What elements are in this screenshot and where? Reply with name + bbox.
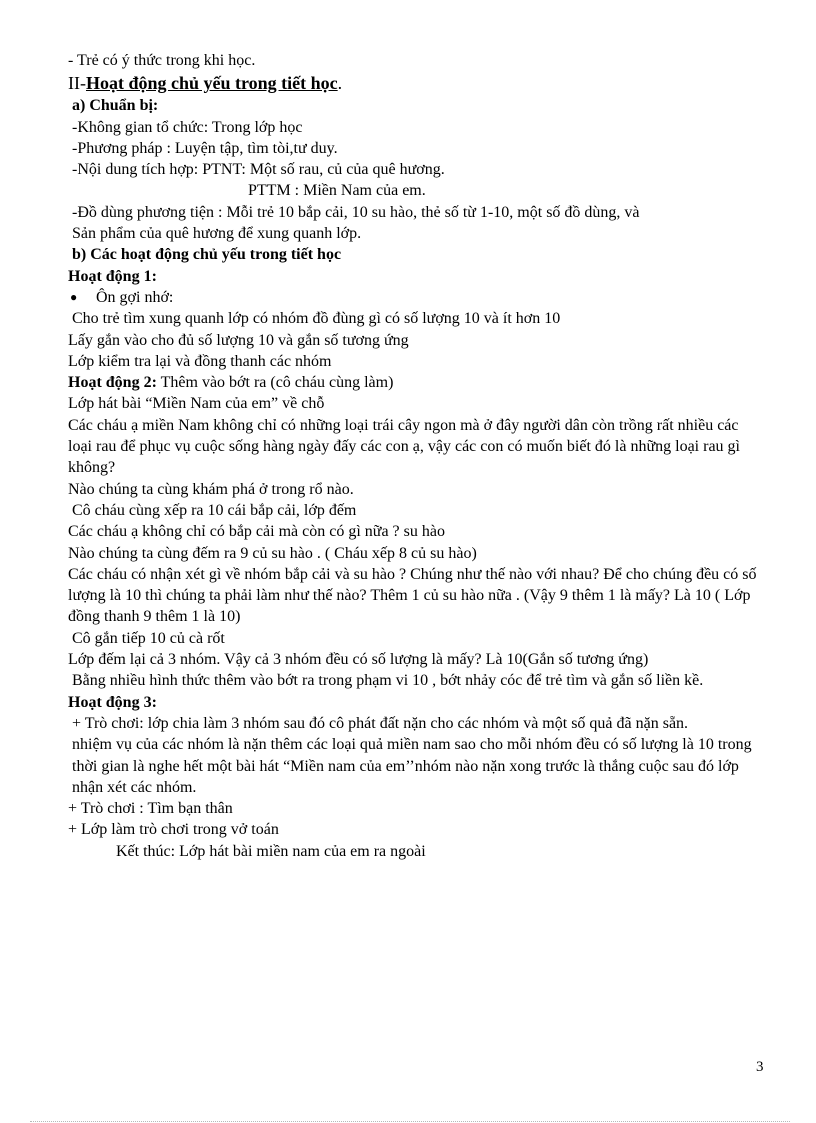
text-line: -Không gian tổ chức: Trong lớp học <box>72 118 303 136</box>
paragraph: Các cháu có nhận xét gì về nhóm bắp cải và su hào ? Chúng như thế nào với nhau? Để cho chúng đều có số lượng là 10 thì chúng ta phải làm như thế nào? Thêm 1 củ su hào nữa . (Vậy 9 thêm 1 là mấy? Là 10 ( Lớp đồng thanh 9 thêm 1 là 10) <box>68 565 757 626</box>
heading-prefix: II- <box>68 73 86 94</box>
text-line: PTTM : Miền Nam của em. <box>248 182 426 200</box>
section-heading <box>68 71 758 95</box>
text-line-conclusion: Kết thúc: Lớp hát bài miền nam của em ra ngoài <box>116 842 426 860</box>
text-line: Cho trẻ tìm xung quanh lớp có nhóm đồ đùng gì có số lượng 10 và ít hơn 10 <box>72 310 561 328</box>
document-body <box>68 50 758 862</box>
text-line: -Phương pháp : Luyện tập, tìm tòi,tư duy. <box>72 139 338 157</box>
bullet-dot-icon: ● <box>70 289 78 304</box>
paragraph: Bằng nhiều hình thức thêm vào bớt ra trong phạm vi 10 , bớt nhảy cóc để trẻ tìm và gắn số liền kề. <box>72 672 704 690</box>
text-line: Các cháu ạ không chỉ có bắp cải mà còn có gì nữa ? su hào <box>68 523 445 541</box>
text-line: Cô cháu cùng xếp ra 10 cái bắp cải, lớp đếm <box>72 501 357 519</box>
text-line: Lấy gắn vào cho đủ số lượng 10 và gắn số tương ứng <box>68 331 409 349</box>
text-line: Lớp hát bài “Miền Nam của em” về chỗ <box>68 395 325 413</box>
heading-title: Hoạt động chủ yếu trong tiết học <box>85 73 338 94</box>
text-line: Sản phẩm của quê hương để xung quanh lớp. <box>72 225 362 243</box>
subheading-activities: b) Các hoạt động chủ yếu trong tiết học <box>72 246 342 264</box>
text-line: Nào chúng ta cùng khám phá ở trong rổ nào. <box>68 480 354 498</box>
paragraph: + Trò chơi: lớp chia làm 3 nhóm sau đó cô phát đất nặn cho các nhóm và một số quả đã nặn sẵn. <box>72 714 689 732</box>
paragraph: Các cháu ạ miền Nam không chỉ có những loại trái cây ngon mà ở đây người dân còn trồng rất nhiều các loại rau để phục vụ cuộc sống hàng ngày đấy các con ạ, vậy các con có muốn biết đó là những loại rau gì không? <box>68 416 740 477</box>
activity-desc: Thêm vào bớt ra (cô cháu cùng làm) <box>156 374 394 392</box>
text-line: + Lớp làm trò chơi trong vở toán <box>68 821 279 839</box>
text-line: Lớp kiểm tra lại và đồng thanh các nhóm <box>68 352 332 370</box>
text-line: - Trẻ có ý thức trong khi học. <box>68 52 256 69</box>
heading-suffix: . <box>337 73 343 94</box>
paragraph: nhiệm vụ của các nhóm là nặn thêm các loại quả miền nam sao cho mỗi nhóm đều có số lượng là 10 trong thời gian là nghe hết một bài hát “Miền nam của em’’nhóm nào nặn xong trước là thắng cuộc sau đó lớp nhận xét các nhóm. <box>72 736 752 796</box>
bullet-text: Ôn gợi nhớ: <box>96 288 174 306</box>
subheading-preparation: a) Chuẩn bị: <box>72 97 159 115</box>
paragraph: Lớp đếm lại cả 3 nhóm. Vậy cả 3 nhóm đều có số lượng là mấy? Là 10(Gắn số tương ứng) <box>68 651 649 669</box>
activity-label: Hoạt động 2: <box>68 374 157 392</box>
activity-heading-1: Hoạt động 1: <box>68 267 157 285</box>
text-line: + Trò chơi : Tìm bạn thân <box>68 800 233 818</box>
text-line: -Nội dung tích hợp: PTNT: Một số rau, củ của quê hương. <box>72 161 445 179</box>
activity-heading-2 <box>68 372 758 393</box>
text-line: -Đồ dùng phương tiện : Mỗi trẻ 10 bắp cải, 10 su hào, thẻ số từ 1-10, một số đồ dùng, và <box>72 203 640 221</box>
text-line: Nào chúng ta cùng đếm ra 9 củ su hào . ( Cháu xếp 8 củ su hào) <box>68 544 477 562</box>
text-line: Cô gắn tiếp 10 củ cà rốt <box>72 629 225 647</box>
activity-heading-3: Hoạt động 3: <box>68 693 157 711</box>
bullet-list-item <box>68 287 758 308</box>
page-number: 3 <box>756 1059 764 1075</box>
